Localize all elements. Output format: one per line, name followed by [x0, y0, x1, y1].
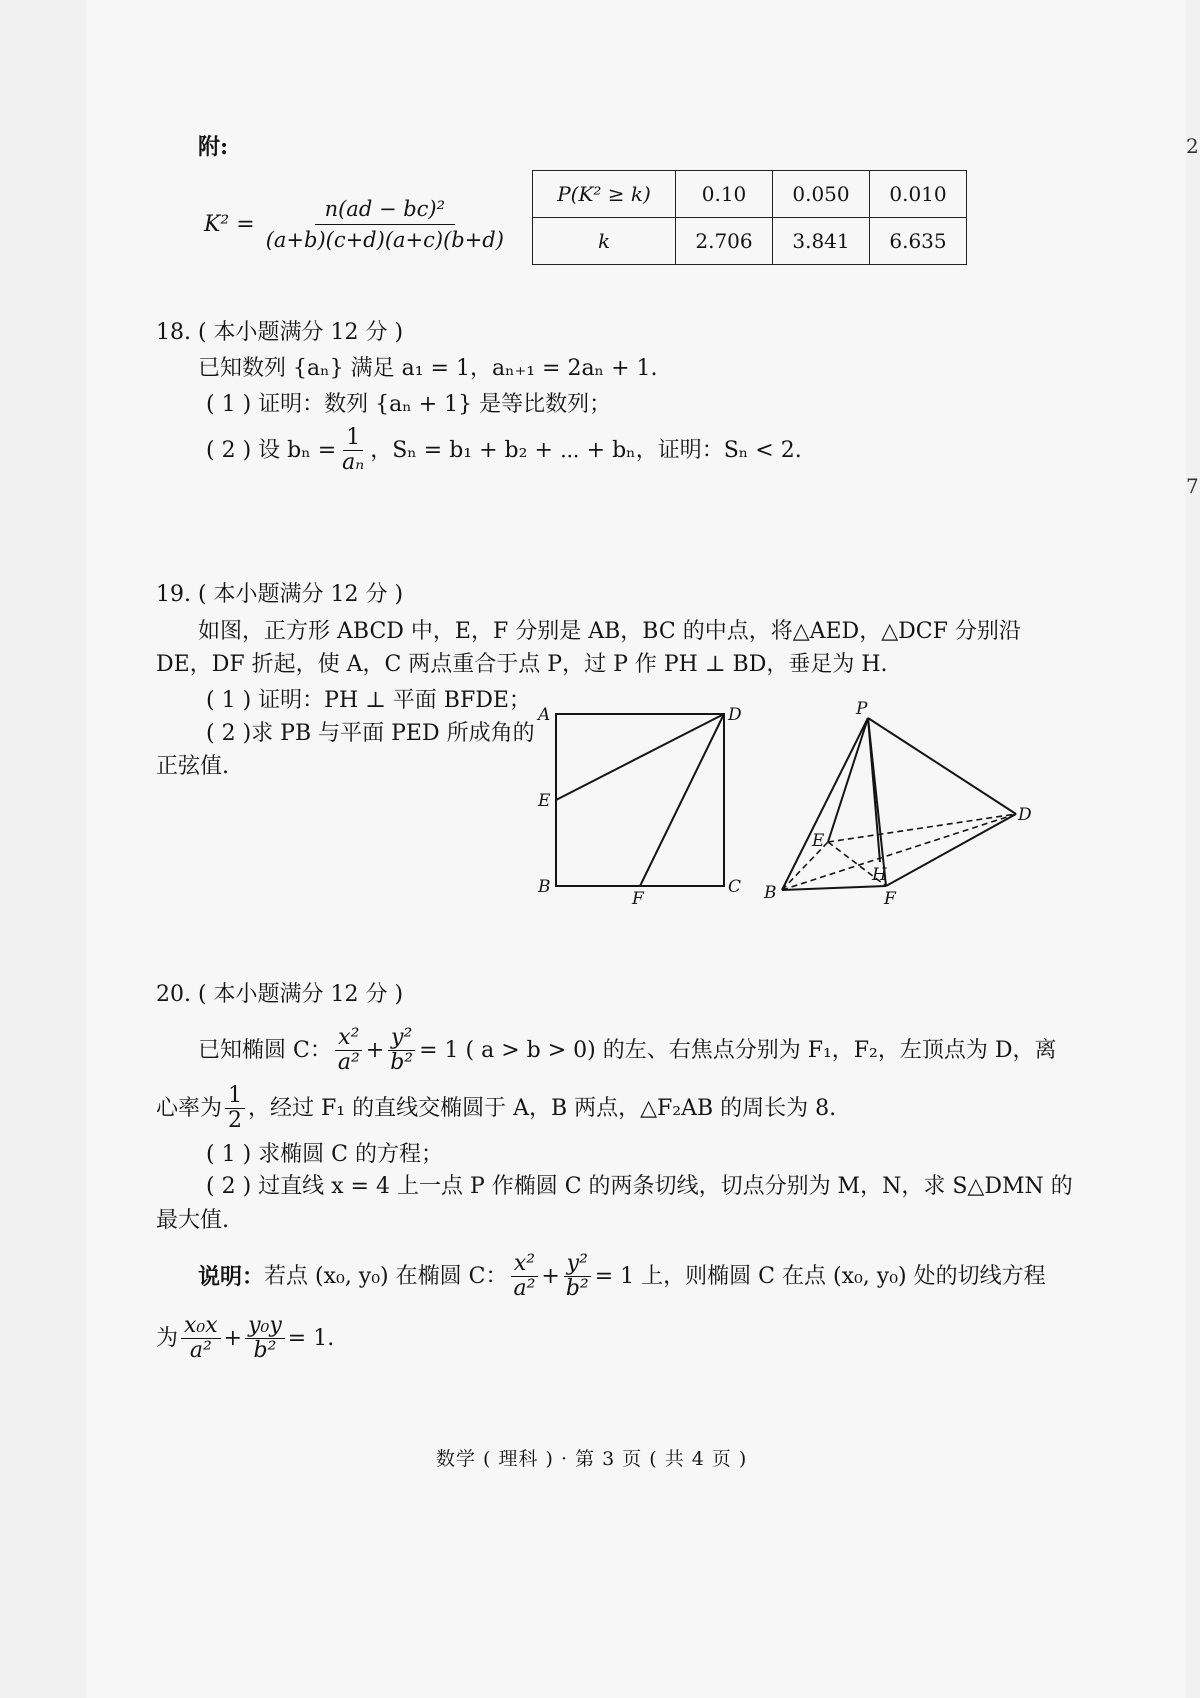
q20-tangent-frac-x [181, 1314, 221, 1363]
label-h: H [872, 865, 887, 885]
q20-frac-half-den: 2 [228, 1108, 243, 1133]
formula-numerator: n(ad − bc)² [315, 194, 455, 225]
label-e2: E [812, 831, 825, 851]
q18-fraction-num: 1 [343, 426, 363, 451]
q20-line5: 最大值. [156, 1208, 229, 1233]
q20-frac-y-num: y² [388, 1026, 415, 1051]
pyramid-figure [760, 700, 1040, 910]
q20-note2-suffix: = 1. [287, 1325, 335, 1351]
label-d: D [728, 705, 742, 725]
margin-mark-top: 2 [1186, 134, 1199, 158]
table-header-p: P(K² ≥ k) [533, 171, 676, 218]
q20-note-frac-y-num: y² [564, 1252, 591, 1277]
table-header-k: k [533, 218, 676, 265]
q20-note-prefix: 若点 (x₀, y₀) 在椭圆 C： [264, 1263, 508, 1289]
label-e: E [538, 791, 551, 811]
label-b: B [538, 877, 551, 897]
q19-line2: DE，DF 折起，使 A，C 两点重合于点 P，过 P 作 PH ⊥ BD，垂足为 H. [156, 652, 888, 677]
q20-line4: ( 2 ) 过直线 x = 4 上一点 P 作椭圆 C 的两条切线，切点分别为 M，N，求 S△DMN 的 [206, 1174, 1073, 1199]
formula-fraction [263, 194, 507, 255]
table-cell: 3.841 [773, 218, 870, 265]
table-row [533, 218, 967, 265]
formula-denominator: (a+b)(c+d)(a+c)(b+d) [265, 228, 504, 252]
q20-header: 20. ( 本小题满分 12 分 ) [156, 982, 404, 1007]
q20-note-frac-y [563, 1252, 592, 1301]
q20-tangent-frac-x-den: a² [189, 1338, 212, 1363]
dashed-ed [828, 814, 1016, 842]
q19-line4: ( 2 )求 PB 与平面 PED 所成角的 [206, 721, 535, 746]
q19-line3: ( 1 ) 证明：PH ⊥ 平面 BFDE； [206, 688, 531, 713]
q20-tangent-frac-y [245, 1314, 285, 1363]
label-b2: B [764, 883, 777, 903]
table-cell: 0.050 [773, 171, 870, 218]
q18-line3-prefix: ( 2 ) 设 bₙ = [206, 437, 337, 463]
q20-frac-y [387, 1026, 416, 1075]
q20-frac-half-num: 1 [225, 1084, 245, 1109]
q20-frac-x-den: a² [337, 1050, 360, 1075]
q18-fraction-den: aₙ [342, 450, 365, 475]
q20-line3: ( 1 ) 求椭圆 C 的方程； [206, 1142, 443, 1167]
q20-note-frac-x-den: a² [513, 1276, 536, 1301]
q20-tangent-frac-x-num: x₀x [181, 1314, 221, 1339]
q20-line2-prefix: 心率为 [156, 1095, 223, 1121]
table-cell: 0.10 [676, 171, 773, 218]
label-c: C [728, 877, 742, 897]
segment-ed [556, 714, 724, 800]
edge-pd [868, 718, 1016, 814]
q20-line2-suffix: ，经过 F₁ 的直线交椭圆于 A，B 两点，△F₂AB 的周长为 8. [248, 1095, 837, 1121]
q20-note-frac-x [510, 1252, 538, 1301]
q20-note-suffix: = 1 上，则椭圆 C 在点 (x₀, y₀) 处的切线方程 [594, 1263, 1046, 1289]
q20-line2 [156, 1084, 836, 1133]
q20-tangent-frac-y-num: y₀y [245, 1314, 285, 1339]
q20-line1-suffix: = 1 ( a > b > 0) 的左、右焦点分别为 F₁，F₂，左顶点为 D，离 [419, 1037, 1057, 1063]
q20-tangent: 为 $\frac{\text{x₀x}}{\text{a²}}$ + $\frac{\text{y₀y}}{\text{b²}}$ = 1. [156, 1313, 335, 1363]
label-a: A [538, 705, 551, 725]
page-footer: 数学 ( 理科 ) · 第 3 页 ( 共 4 页 ) [436, 1448, 748, 1470]
q18-fraction [339, 426, 367, 475]
edge-fd [886, 814, 1016, 886]
q20-line1-prefix: 已知椭圆 C： [198, 1037, 332, 1063]
q20-tangent-frac-y-den: b² [253, 1338, 277, 1363]
table-cell: 6.635 [870, 218, 967, 265]
label-f: F [632, 889, 644, 909]
edge-pe [828, 718, 868, 842]
q20-frac-x [335, 1026, 363, 1075]
formula-lhs: K² = [204, 211, 255, 237]
q18-line3-suffix: ，Sₙ = b₁ + b₂ + ⋯ + bₙ，证明：Sₙ < 2. [370, 437, 802, 463]
q20-note-frac-y-den: b² [565, 1276, 589, 1301]
q20-line1: 已知椭圆 C： $\frac{\text{x²}}{\text{a²}}$ + $\frac{\text{y²}}{\text{b²}}$ = 1 ( a > b > 0) 的左、右焦点分别为 F₁，F₂，左顶点为 D，离 [198, 1025, 1057, 1075]
edge-pb [782, 718, 868, 890]
label-p: P [856, 700, 868, 719]
q19-header: 19. ( 本小题满分 12 分 ) [156, 582, 404, 607]
margin-mark-mid: 7 [1186, 474, 1199, 498]
q18-line1: 已知数列 {aₙ} 满足 a₁ = 1，aₙ₊₁ = 2aₙ + 1. [198, 356, 658, 381]
k-squared-formula [204, 194, 510, 255]
critical-value-table [532, 170, 967, 265]
q20-note2-prefix: 为 [156, 1325, 179, 1351]
q20-frac-half [225, 1084, 245, 1133]
square-abcd [556, 714, 724, 886]
q18-header: 18. ( 本小题满分 12 分 ) [156, 320, 404, 345]
table-cell: 2.706 [676, 218, 773, 265]
q20-note: 说明： 若点 (x₀, y₀) 在椭圆 C： $\frac{\text{x²}}{\text{a²}}$ + $\frac{\text{y²}}{\text{b²}}$ = 1 上，则椭圆 C 在点 (x₀, y₀) 处的切线方程 [198, 1251, 1046, 1301]
q20-note-frac-x-num: x² [511, 1252, 538, 1277]
q18-line2: ( 1 ) 证明：数列 {aₙ + 1} 是等比数列； [206, 392, 612, 417]
label-d2: D [1018, 805, 1032, 825]
q18-line3 [206, 426, 802, 475]
square-figure [530, 700, 760, 910]
q19-line1: 如图，正方形 ABCD 中，E，F 分别是 AB，BC 的中点，将△AED，△DCF 分别沿 [198, 619, 1021, 644]
q20-note-label: 说明： [198, 1263, 265, 1290]
table-cell: 0.010 [870, 171, 967, 218]
q20-frac-x-num: x² [335, 1026, 362, 1051]
edge-bf [782, 886, 886, 890]
q20-frac-y-den: b² [390, 1050, 414, 1075]
segment-ph [868, 718, 880, 862]
appendix-label: 附: [198, 134, 229, 160]
table-row [533, 171, 967, 218]
q19-line5: 正弦值. [156, 754, 229, 779]
segment-fd [640, 714, 724, 886]
label-f2: F [884, 889, 896, 909]
